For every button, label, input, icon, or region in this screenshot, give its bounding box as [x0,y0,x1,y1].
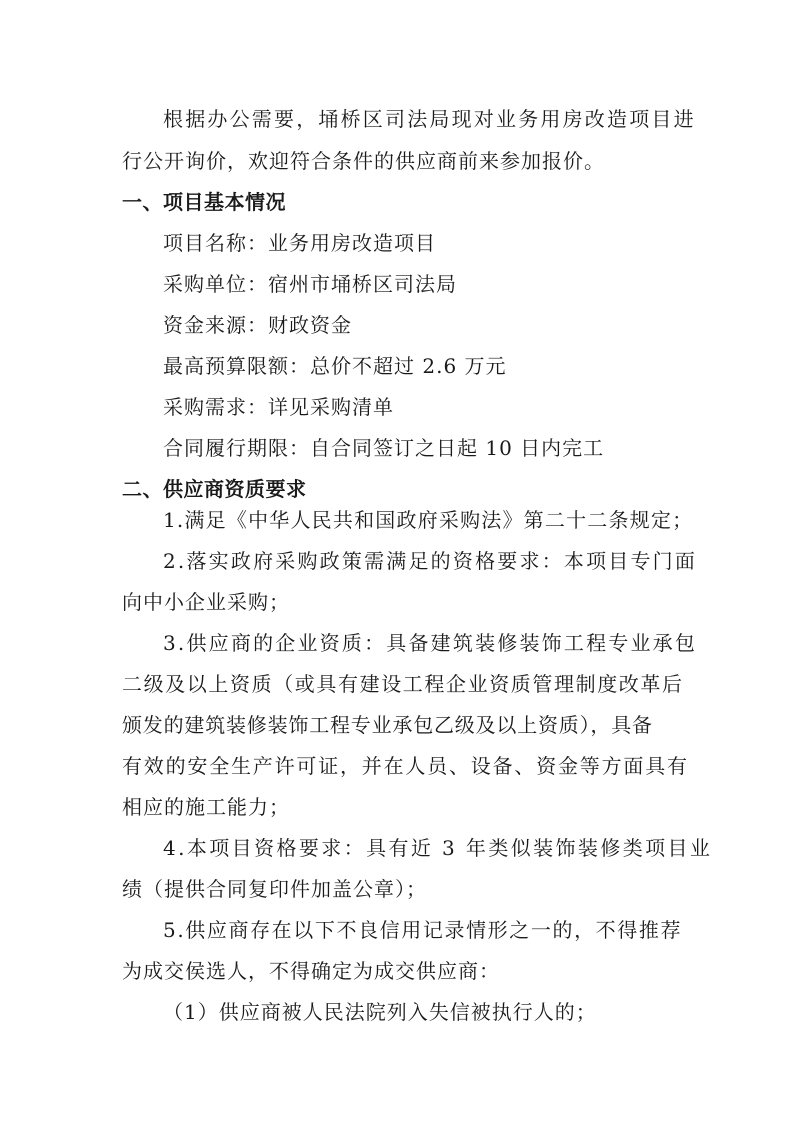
budget-limit-value: 总价不超过 2.6 万元 [310,354,507,378]
requirement-1: 1.满足《中华人民共和国政府采购法》第二十二条规定； [163,508,694,532]
requirement-5-line-2: 为成交侯选人，不得确定为成交供应商： [122,959,500,983]
requirement-3-line-3: 颁发的建筑装修装饰工程专业承包乙级及以上资质），具备 [122,713,653,737]
fund-source-label: 资金来源： [163,313,268,337]
intro-line-2: 行公开询价，欢迎符合条件的供应商前来参加报价。 [122,149,605,173]
contract-period-row [163,428,683,468]
section-1-heading: 一、项目基本情况 [122,190,286,214]
section-2-heading: 二、供应商资质要求 [122,477,307,501]
requirement-2-line-1: 2.落实政府采购政策需满足的资格要求：本项目专门面 [163,549,698,573]
requirement-4-line-1: 4.本项目资格要求：具有近 3 年类似装饰装修类项目业 [163,836,713,860]
fund-source-row [163,305,563,345]
requirement-3-line-5: 相应的施工能力； [122,795,290,819]
fund-source-value: 财政资金 [268,313,352,337]
requirements-label: 采购需求： [163,395,268,419]
requirements-row [163,387,563,427]
purchaser-value: 宿州市埇桥区司法局 [268,272,457,296]
requirement-3-line-2: 二级及以上资质（或具有建设工程企业资质管理制度改革后 [122,672,684,696]
requirement-3-line-4: 有效的安全生产许可证，并在人员、设备、资金等方面具有 [122,754,689,778]
budget-limit-label: 最高预算限额： [163,354,310,378]
project-name-value: 业务用房改造项目 [268,231,436,255]
project-name-label: 项目名称： [163,231,268,255]
purchaser-row [163,264,563,304]
requirement-2-line-2: 向中小企业采购； [122,590,290,614]
requirement-5-sub-1: （1）供应商被人民法院列入失信被执行人的； [163,1000,597,1024]
requirement-3-line-1: 3.供应商的企业资质：具备建筑装修装饰工程专业承包 [163,631,698,655]
purchaser-label: 采购单位： [163,272,268,296]
requirements-value: 详见采购清单 [268,395,394,419]
requirement-4-line-2: 绩（提供合同复印件加盖公章）； [122,877,427,901]
contract-period-value: 自合同签订之日起 10 日内完工 [310,436,605,460]
intro-line-1: 根据办公需要，埇桥区司法局现对业务用房改造项目进 [163,107,696,131]
budget-limit-row [163,346,563,386]
contract-period-label: 合同履行期限： [163,436,310,460]
requirement-5-line-1: 5.供应商存在以下不良信用记录情形之一的，不得推荐 [163,918,683,942]
project-name-row [163,223,563,263]
